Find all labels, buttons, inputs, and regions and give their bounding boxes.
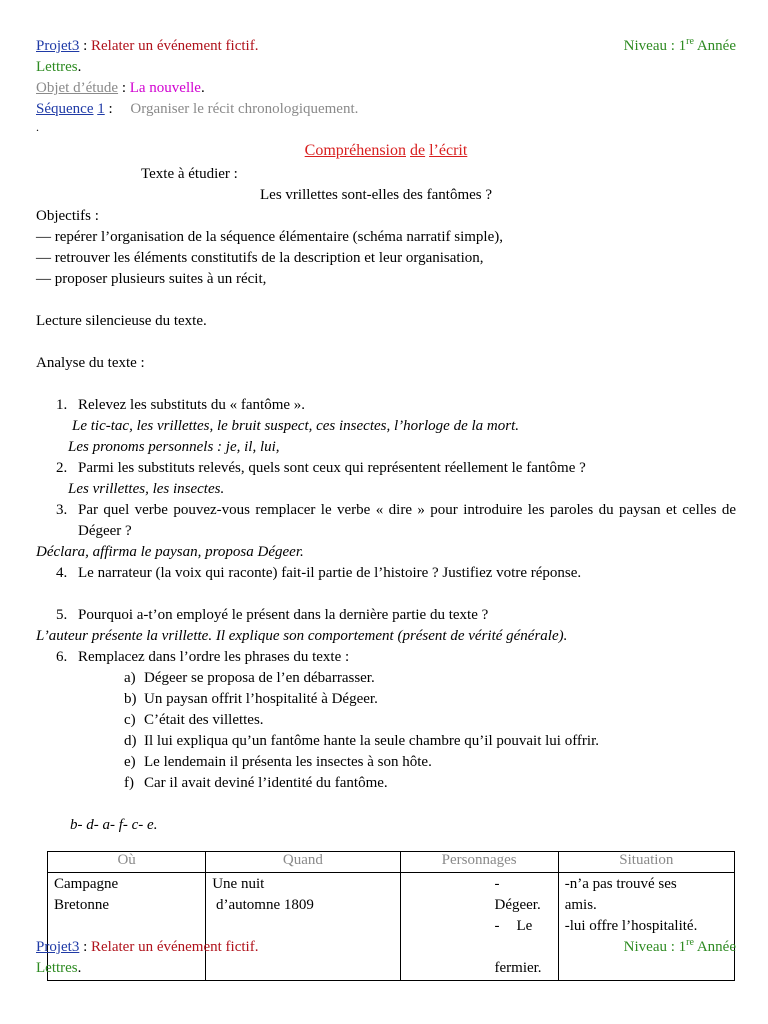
objectif-item: — retrouver les éléments constitutifs de la description et leur organisation,	[36, 250, 484, 266]
lettres-label: Lettres	[36, 59, 78, 75]
sequence-number: 1	[97, 101, 105, 117]
answer-2: Les vrillettes, les insectes.	[68, 481, 225, 497]
footer-projet-line: Projet3 : Relater un événement fictif. Niveau : 1re Année	[36, 937, 736, 958]
footer-lettres-line: Lettres.	[36, 960, 82, 976]
sequence-value: Organiser le récit chronologiquement.	[130, 101, 359, 117]
document-page	[36, 36, 736, 836]
lettres-line: Lettres.	[36, 59, 82, 75]
objectif-item: — repérer l’organisation de la séquence élémentaire (schéma narratif simple),	[36, 229, 504, 245]
projet-sep: :	[79, 38, 92, 54]
section-title: Compréhension de l’écrit	[304, 142, 468, 159]
question-1: 1. Relevez les substituts du « fantôme ».	[56, 397, 306, 413]
sequence-line: Séquence 1 : Organiser le récit chronologiquement.	[36, 101, 359, 117]
objet-value: La nouvelle	[129, 80, 201, 96]
question-3: 3. Par quel verbe pouvez-vous remplacer le verbe « dire » pour introduire les paroles du paysan et celles de Dégeer ?	[56, 502, 736, 539]
question-6: 6. Remplacez dans l’ordre les phrases du texte :	[56, 649, 350, 665]
lettres-label: Lettres	[36, 960, 78, 976]
projet-title: Relater un événement fictif.	[91, 38, 259, 54]
sub-item: f) Car il avait deviné l’identité du fantôme.	[124, 775, 388, 791]
lecture-line: Lecture silencieuse du texte.	[36, 313, 207, 329]
table-header: Situation	[558, 852, 734, 873]
table-header: Personnages	[400, 852, 558, 873]
sub-item: c) C’était des villettes.	[124, 712, 264, 728]
answer-3: Déclara, affirma le paysan, proposa Dégeer.	[36, 544, 304, 560]
cell-situation: -n’a pas trouvé ses amis. -lui offre l’hospitalité.	[558, 873, 734, 981]
question-5: 5. Pourquoi a-t’on employé le présent dans la dernière partie du texte ?	[56, 607, 489, 623]
table-header: Quand	[206, 852, 400, 873]
table-header: Où	[48, 852, 206, 873]
objet-line: Objet d’étude : La nouvelle.	[36, 80, 205, 96]
texte-label: Texte à étudier :	[141, 166, 238, 182]
order-answer: b- d- a- f- c- e.	[70, 817, 158, 833]
sub-item: b) Un paysan offrit l’hospitalité à Dégeer.	[124, 691, 378, 707]
question-4: 4. Le narrateur (la voix qui raconte) fait-il partie de l’histoire ? Justifiez votre réponse.	[56, 565, 582, 581]
dot-line: .	[36, 120, 39, 134]
projet-label: Projet3	[36, 939, 80, 955]
cell-quand: Une nuit d’automne 1809	[206, 873, 400, 981]
sequence-label: Séquence	[36, 101, 94, 117]
objectifs-label: Objectifs :	[36, 208, 99, 224]
question-2: 2. Parmi les substituts relevés, quels sont ceux qui représentent réellement le fantôme ?	[56, 460, 586, 476]
sub-item: a) Dégeer se proposa de l’en débarrasser.	[124, 670, 375, 686]
objectif-item: — proposer plusieurs suites à un récit,	[36, 271, 267, 287]
sub-item: e) Le lendemain il présenta les insectes à son hôte.	[124, 754, 432, 770]
texte-title: Les vrillettes sont-elles des fantômes ?	[260, 187, 493, 203]
table-header-row	[48, 852, 735, 873]
niveau-label: Niveau : 1re Année	[623, 937, 736, 955]
projet-title: Relater un événement fictif.	[91, 939, 259, 955]
answer-1a: Le tic-tac, les vrillettes, le bruit suspect, ces insectes, l’horloge de la mort.	[72, 418, 519, 434]
analyse-line: Analyse du texte :	[36, 355, 145, 371]
header-projet-line	[36, 36, 736, 57]
niveau-label: Niveau : 1re Année	[623, 36, 736, 54]
answer-1b: Les pronoms personnels : je, il, lui,	[68, 439, 280, 455]
sub-item: d) Il lui expliqua qu’un fantôme hante la seule chambre qu’il pouvait lui offrir.	[124, 733, 600, 749]
cell-ou: Campagne Bretonne	[48, 873, 206, 981]
projet-label: Projet3	[36, 38, 80, 54]
cell-personnages: -Dégeer. - Le fermier.	[400, 873, 558, 981]
answer-5: L’auteur présente la vrillette. Il explique son comportement (présent de vérité générale).	[36, 628, 568, 644]
footer	[36, 937, 736, 979]
objet-label: Objet d’étude	[36, 80, 119, 96]
